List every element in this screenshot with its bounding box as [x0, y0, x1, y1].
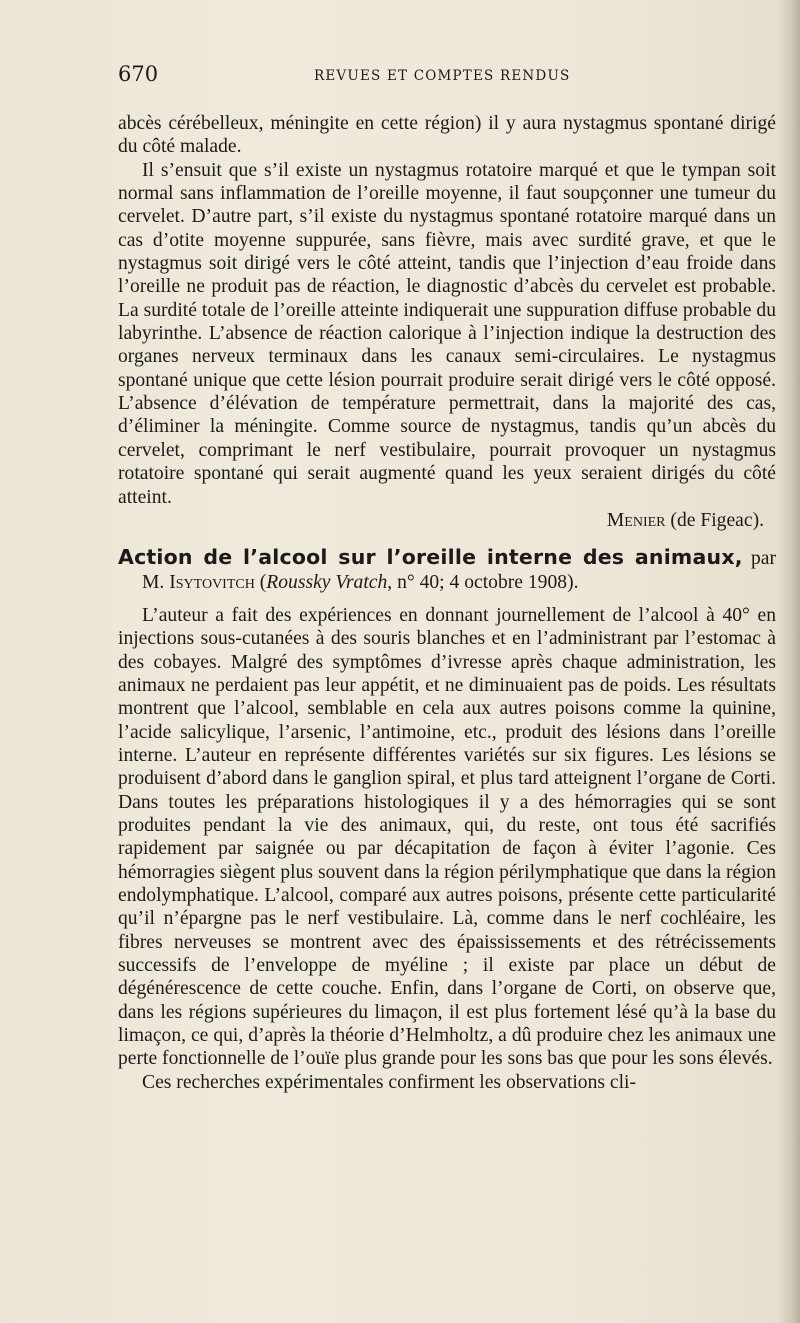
running-title: REVUES ET COMPTES RENDUS — [314, 68, 571, 84]
heading-spacer — [118, 594, 776, 604]
paragraph-continued: abcès cérébelleux, méningite en cette région) il y aura nystagmus spontané dirigé du côté malade. — [118, 113, 776, 158]
article-reference: , n° 40; 4 octobre 1908). — [387, 571, 579, 593]
article-journal: Roussky Vratch — [266, 571, 388, 593]
paragraph-experiments: L’auteur a fait des expériences en donnant journellement de l’alcool à 40° en injections sous-cutanées à des souris blanches et en l’administrant par l’estomac à des cobayes. Malgré des symptômes d’ivresse après chaque administration, les animaux ne perdaient pas leur appétit, et ne diminuaient pas de poids. Les résultats montrent que l’alcool, semblable en cela aux autres poisons comme la quinine, l’acide salicylique, l’arsenic, l’antimoine, etc., produit des lésions dans l’oreille interne. L’auteur en représente différentes variétés sur six figures. Les lésions se produisent d’abord dans le ganglion spiral, et plus tard atteignent l’organe de Corti. Dans toutes les préparations histologiques il y a des hémorragies qui se sont produites pendant la vie des animaux, qui, du reste, ont tous été sacrifiés rapidement par saignée ou par décapitation de façon à éviter l’agonie. Ces hémorragies siègent plus souvent dans la région périlymphatique que dans la région endolymphatique. L’alcool, comparé aux autres poisons, présente cette particularité qu’il n’épargne pas le nerf vestibulaire. Là, comme dans le nerf cochléaire, les fibres nerveuses se montrent avec des épaississements et des rétrécissements successifs de l’enveloppe de myéline ; il existe par place un début de dégénérescence de cette couche. Enfin, dans l’organe de Corti, on observe que, dans les régions supérieures du limaçon, il est plus fortement lésé qu’à la base du limaçon, ce qui, d’après la théorie d’Helmholtz, a dû produire chez les animaux une perte fonctionnelle de l’ouïe plus grande pour les sons bas que pour les sons élevés. — [118, 604, 776, 1070]
section-spacer — [118, 532, 776, 546]
signature-name: Menier — [606, 509, 666, 531]
article-by: par M. — [142, 548, 776, 593]
article-title: Action de l’alcool sur l’oreille interne des animaux, — [118, 545, 743, 570]
page-edge-shadow — [778, 0, 800, 1323]
article-author: Isytovitch — [169, 571, 255, 593]
paragraph-conclusion: Ces recherches expérimentales confirment les observations cli- — [142, 1071, 637, 1093]
signature — [118, 509, 776, 532]
page-number: 670 — [118, 62, 159, 86]
article-heading: Action de l’alcool sur l’oreille interne des animaux, par M. Isytovitch (Roussky Vratch, n° 40; 4 octobre 1908). — [118, 545, 776, 593]
body-text — [118, 112, 776, 1094]
page-header — [118, 62, 778, 92]
paragraph-diagnosis: Il s’ensuit que s’il existe un nystagmus rotatoire marqué et que le tympan soit normal sans inflammation de l’oreille moyenne, il faut soupçonner une tumeur du cervelet. D’autre part, s’il existe du nystagmus spontané rotatoire marqué dans un cas d’otite moyenne suppurée, sans fièvre, mais avec surdité grave, et que le nystagmus soit dirigé vers le côté atteint, tandis que l’injection d’eau froide dans l’oreille ne produit pas de réaction, le diagnostic d’abcès du cervelet est probable. La surdité totale de l’oreille atteinte indiquerait une suppuration diffuse probable du labyrinthe. L’absence de réaction calorique à l’injection indique la destruction des organes nerveux terminaux dans les canaux semi-circulaires. Le nystagmus spontané unique que cette lésion pourrait produire serait dirigé vers le côté opposé. L’absence d’élévation de température permettrait, dans la majorité des cas, d’éliminer la méningite. Comme source de nystagmus, tandis qu’un abcès du cervelet, comprimant le nerf vestibulaire, pourrait provoquer un nystagmus rotatoire spontané qui serait augmenté quand les yeux seraient dirigés du côté atteint. — [118, 159, 776, 508]
signature-place: (de Figeac). — [670, 509, 764, 531]
